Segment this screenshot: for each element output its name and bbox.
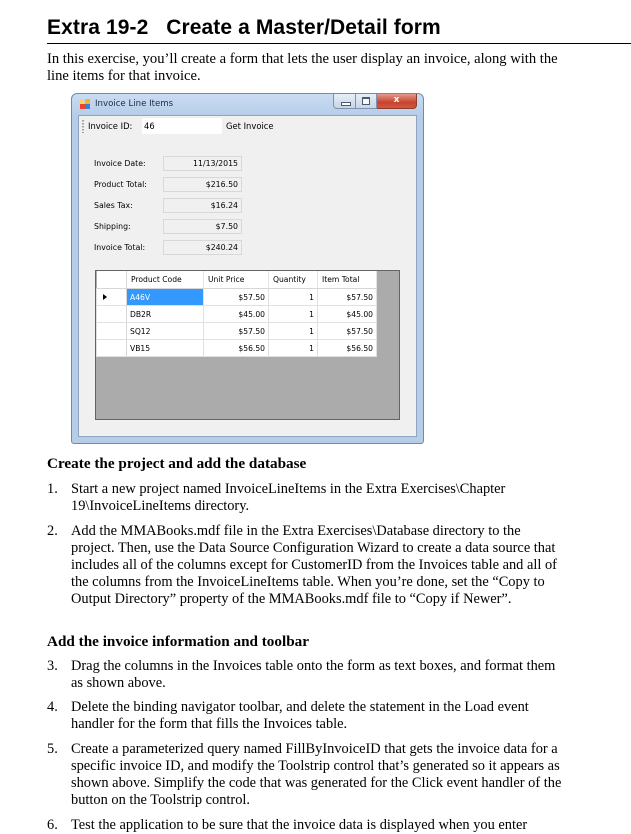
step-item [47,481,567,515]
table-row[interactable] [97,306,377,323]
sales-tax-label: Sales Tax: [94,201,133,210]
invoice-line-items-window [71,93,424,444]
invoice-date-textbox[interactable]: 11/13/2015 [163,156,242,171]
invoice-total-textbox[interactable]: $240.24 [163,240,242,255]
invoice-id-input[interactable] [142,118,222,134]
step-number: 2. [47,523,58,539]
sales-tax-textbox[interactable]: $16.24 [163,198,242,213]
step-number: 1. [47,481,58,497]
window-controls [333,94,417,109]
cell-product-code[interactable]: DB2R [127,306,204,323]
column-header-quantity[interactable]: Quantity [269,271,318,289]
cell-product-code[interactable]: VB15 [127,340,204,357]
get-invoice-button[interactable]: Get Invoice [226,121,274,131]
cell-unit-price[interactable]: $57.50 [204,323,269,340]
toolstrip [79,116,416,137]
cell-unit-price[interactable]: $57.50 [204,289,269,306]
cell-quantity[interactable]: 1 [269,323,318,340]
window-title: Invoice Line Items [95,99,174,109]
section-heading-add-invoice-info: Add the invoice information and toolbar [47,633,309,650]
line-items-table [96,271,377,357]
shipping-label: Shipping: [94,222,131,231]
shipping-textbox[interactable]: $7.50 [163,219,242,234]
invoice-total-label: Invoice Total: [94,243,146,252]
step-text: Drag the columns in the Invoices table onto the form as text boxes, and format them as shown above. [71,658,556,691]
column-header-unit-price[interactable]: Unit Price [204,271,269,289]
minimize-button[interactable] [333,94,356,109]
toolstrip-grip-handle[interactable] [82,120,84,133]
row-header[interactable] [97,289,127,306]
step-number: 6. [47,817,58,833]
step-item [47,523,567,608]
cell-item-total[interactable]: $56.50 [318,340,377,357]
cell-item-total[interactable]: $57.50 [318,323,377,340]
cell-item-total[interactable]: $45.00 [318,306,377,323]
title-divider [47,43,631,44]
cell-quantity[interactable]: 1 [269,340,318,357]
step-text: Start a new project named InvoiceLineItems in the Extra Exercises\Chapter 19\InvoiceLineItems directory. [71,481,506,514]
cell-item-total[interactable]: $57.50 [318,289,377,306]
step-text: Test the application to be sure that the invoice data is displayed when you enter [71,817,528,833]
app-form-icon [80,99,91,110]
current-row-arrow-icon [103,294,107,300]
row-header[interactable] [97,306,127,323]
cell-unit-price[interactable]: $45.00 [204,306,269,323]
row-header[interactable] [97,340,127,357]
step-item [47,658,567,692]
step-text: Create a parameterized query named FillByInvoiceID that gets the invoice data for a specific invoice ID, and modify the Toolstrip control that’s generated so it appears as shown above. Simplify the code that was generated for the Click event handler of the button on the Toolstrip control. [71,741,562,808]
invoice-date-label: Invoice Date: [94,159,146,168]
step-number: 4. [47,699,58,715]
invoice-id-label: Invoice ID: [88,121,133,131]
cell-quantity[interactable]: 1 [269,289,318,306]
page-title: Extra 19-2 Create a Master/Detail form [47,16,441,39]
step-text: Add the MMABooks.mdf file in the Extra Exercises\Database directory to the project. Then, use the Data Source Configuration Wizard to create a data source that includes all of the columns except for CustomerID from the Invoices table and all of the columns from the InvoiceLineItems table. When you’re done, set the “Copy to Output Directory” property of the MMABooks.mdf file to “Copy if Newer”. [71,523,557,607]
intro-paragraph: In this exercise, you’ll create a form that lets the user display an invoice, along with the line items for that invoice. [47,51,558,84]
cell-unit-price[interactable]: $56.50 [204,340,269,357]
close-icon: x [393,95,400,105]
step-number: 3. [47,658,58,674]
form-client-area [78,115,417,437]
column-header-item-total[interactable]: Item Total [318,271,377,289]
table-row[interactable] [97,340,377,357]
step-text: Delete the binding navigator toolbar, and delete the statement in the Load event handler for the form that fills the Invoices table. [71,699,529,732]
cell-product-code[interactable]: SQ12 [127,323,204,340]
cell-quantity[interactable]: 1 [269,306,318,323]
cell-product-code[interactable]: A46V [127,289,204,306]
table-row[interactable] [97,289,377,306]
row-header-corner[interactable] [97,271,127,289]
row-header[interactable] [97,323,127,340]
table-row[interactable] [97,323,377,340]
step-item [47,741,567,809]
step-item [47,699,567,733]
line-items-datagrid[interactable] [95,270,400,420]
window-titlebar[interactable] [72,94,423,115]
step-item [47,817,567,834]
column-header-product-code[interactable]: Product Code [127,271,204,289]
close-button[interactable] [377,94,417,109]
step-number: 5. [47,741,58,757]
grid-header-row [97,271,377,289]
section-heading-create-project: Create the project and add the database [47,455,307,472]
product-total-textbox[interactable]: $216.50 [163,177,242,192]
product-total-label: Product Total: [94,180,147,189]
maximize-button[interactable] [356,94,377,109]
